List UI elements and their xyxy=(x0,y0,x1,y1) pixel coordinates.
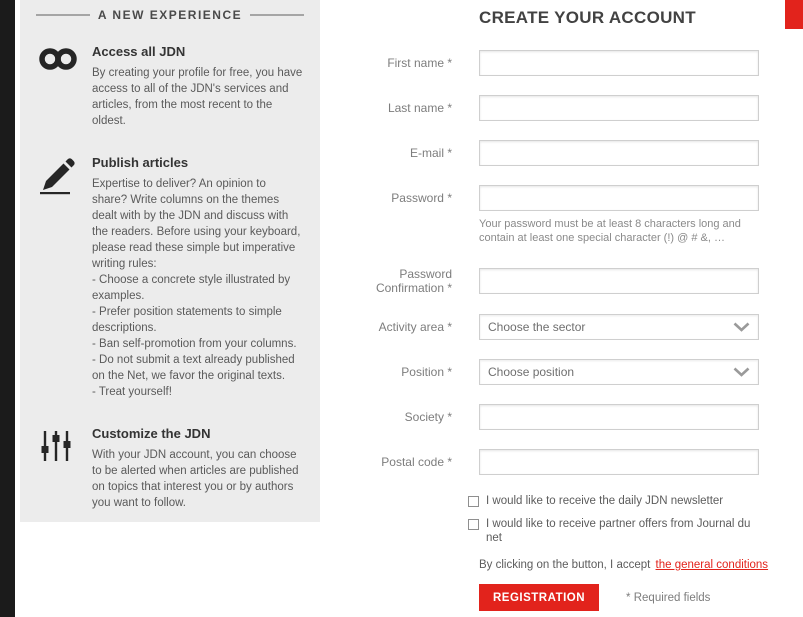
customize-sliders-icon xyxy=(36,426,80,511)
position-label: Position * xyxy=(401,365,452,379)
password-label: Password * xyxy=(391,191,452,205)
password-confirmation-row xyxy=(330,267,800,295)
submit-row xyxy=(479,584,800,611)
password-confirmation-input[interactable] xyxy=(479,268,759,294)
postal-code-label: Postal code * xyxy=(381,455,452,469)
partner-offers-label: I would like to receive partner offers from Journal du net xyxy=(486,518,751,544)
publish-rule: - Treat yourself! xyxy=(92,386,172,398)
email-label: E-mail * xyxy=(409,146,452,160)
email-row xyxy=(330,140,800,166)
daily-newsletter-label: I would like to receive the daily JDN newsletter xyxy=(486,495,724,507)
feature-access xyxy=(36,44,304,129)
activity-area-value: Choose the sector xyxy=(488,320,586,334)
feature-customize-title: Customize the JDN xyxy=(92,426,211,441)
first-name-label: First name * xyxy=(387,56,452,70)
feature-access-title: Access all JDN xyxy=(92,44,186,59)
last-name-row xyxy=(330,95,800,121)
decorative-line-right xyxy=(250,14,304,16)
first-name-input[interactable] xyxy=(479,50,759,76)
general-conditions-link[interactable]: the general conditions xyxy=(655,559,769,571)
chevron-down-icon xyxy=(733,367,750,377)
society-input[interactable] xyxy=(479,404,759,430)
form-title: CREATE YOUR ACCOUNT xyxy=(479,8,696,27)
publish-rule: - Ban self-promotion from your columns. xyxy=(92,338,297,350)
required-fields-note: * Required fields xyxy=(626,591,711,604)
activity-area-row xyxy=(330,314,800,340)
registration-form xyxy=(330,0,800,611)
publish-rule: - Prefer position statements to simple descriptions. xyxy=(92,306,282,334)
society-label: Society * xyxy=(404,410,452,424)
terms-prefix: By clicking on the button, I accept xyxy=(479,559,651,571)
benefits-panel xyxy=(20,0,320,522)
position-row xyxy=(330,359,800,385)
last-name-label: Last name * xyxy=(387,101,452,115)
feature-publish-rules xyxy=(92,272,304,400)
daily-newsletter-option xyxy=(468,494,768,508)
password-help-text: Your password must be at least 8 characters long and contain at least one special character (!) @ # &, … xyxy=(479,218,741,244)
benefits-title: A NEW EXPERIENCE xyxy=(97,8,243,22)
chevron-down-icon xyxy=(733,322,750,332)
feature-publish xyxy=(36,155,304,400)
postal-code-input[interactable] xyxy=(479,449,759,475)
postal-code-row xyxy=(330,449,800,475)
newsletter-options xyxy=(468,494,800,545)
last-name-input[interactable] xyxy=(479,95,759,121)
partner-offers-option xyxy=(468,517,768,545)
feature-publish-text: Expertise to deliver? An opinion to share? Write columns on the themes dealt with by the JDN and discuss with the readers. Before using your keyboard, please read these simple but imperative writing rules: xyxy=(92,178,301,270)
daily-newsletter-checkbox[interactable] xyxy=(468,496,479,507)
terms-line xyxy=(479,559,800,571)
benefits-header xyxy=(36,8,304,22)
email-input[interactable] xyxy=(479,140,759,166)
first-name-row xyxy=(330,50,800,76)
password-row xyxy=(330,185,800,211)
feature-customize-text: With your JDN account, you can choose to be alerted when articles are published on topics that interest you or by authors you want to follow. xyxy=(92,449,299,509)
position-select[interactable] xyxy=(479,359,759,385)
password-confirmation-label: Password Confirmation * xyxy=(375,267,452,295)
feature-publish-title: Publish articles xyxy=(92,155,189,170)
publish-rule: - Do not submit a text already published on the Net, we favor the original texts. xyxy=(92,354,295,382)
decorative-line-left xyxy=(36,14,90,16)
infinity-icon xyxy=(36,44,80,129)
activity-area-select[interactable] xyxy=(479,314,759,340)
feature-customize xyxy=(36,426,304,511)
left-edge-bar xyxy=(0,0,15,617)
activity-area-label: Activity area * xyxy=(378,320,452,334)
partner-offers-checkbox[interactable] xyxy=(468,519,479,530)
registration-button[interactable]: REGISTRATION xyxy=(479,584,599,611)
publish-rule: - Choose a concrete style illustrated by examples. xyxy=(92,274,291,302)
feature-access-text: By creating your profile for free, you have access to all of the JDN's services and articles, from the most recent to the oldest. xyxy=(92,67,303,127)
society-row xyxy=(330,404,800,430)
position-value: Choose position xyxy=(488,365,575,379)
password-input[interactable] xyxy=(479,185,759,211)
publish-pen-icon xyxy=(36,155,80,400)
